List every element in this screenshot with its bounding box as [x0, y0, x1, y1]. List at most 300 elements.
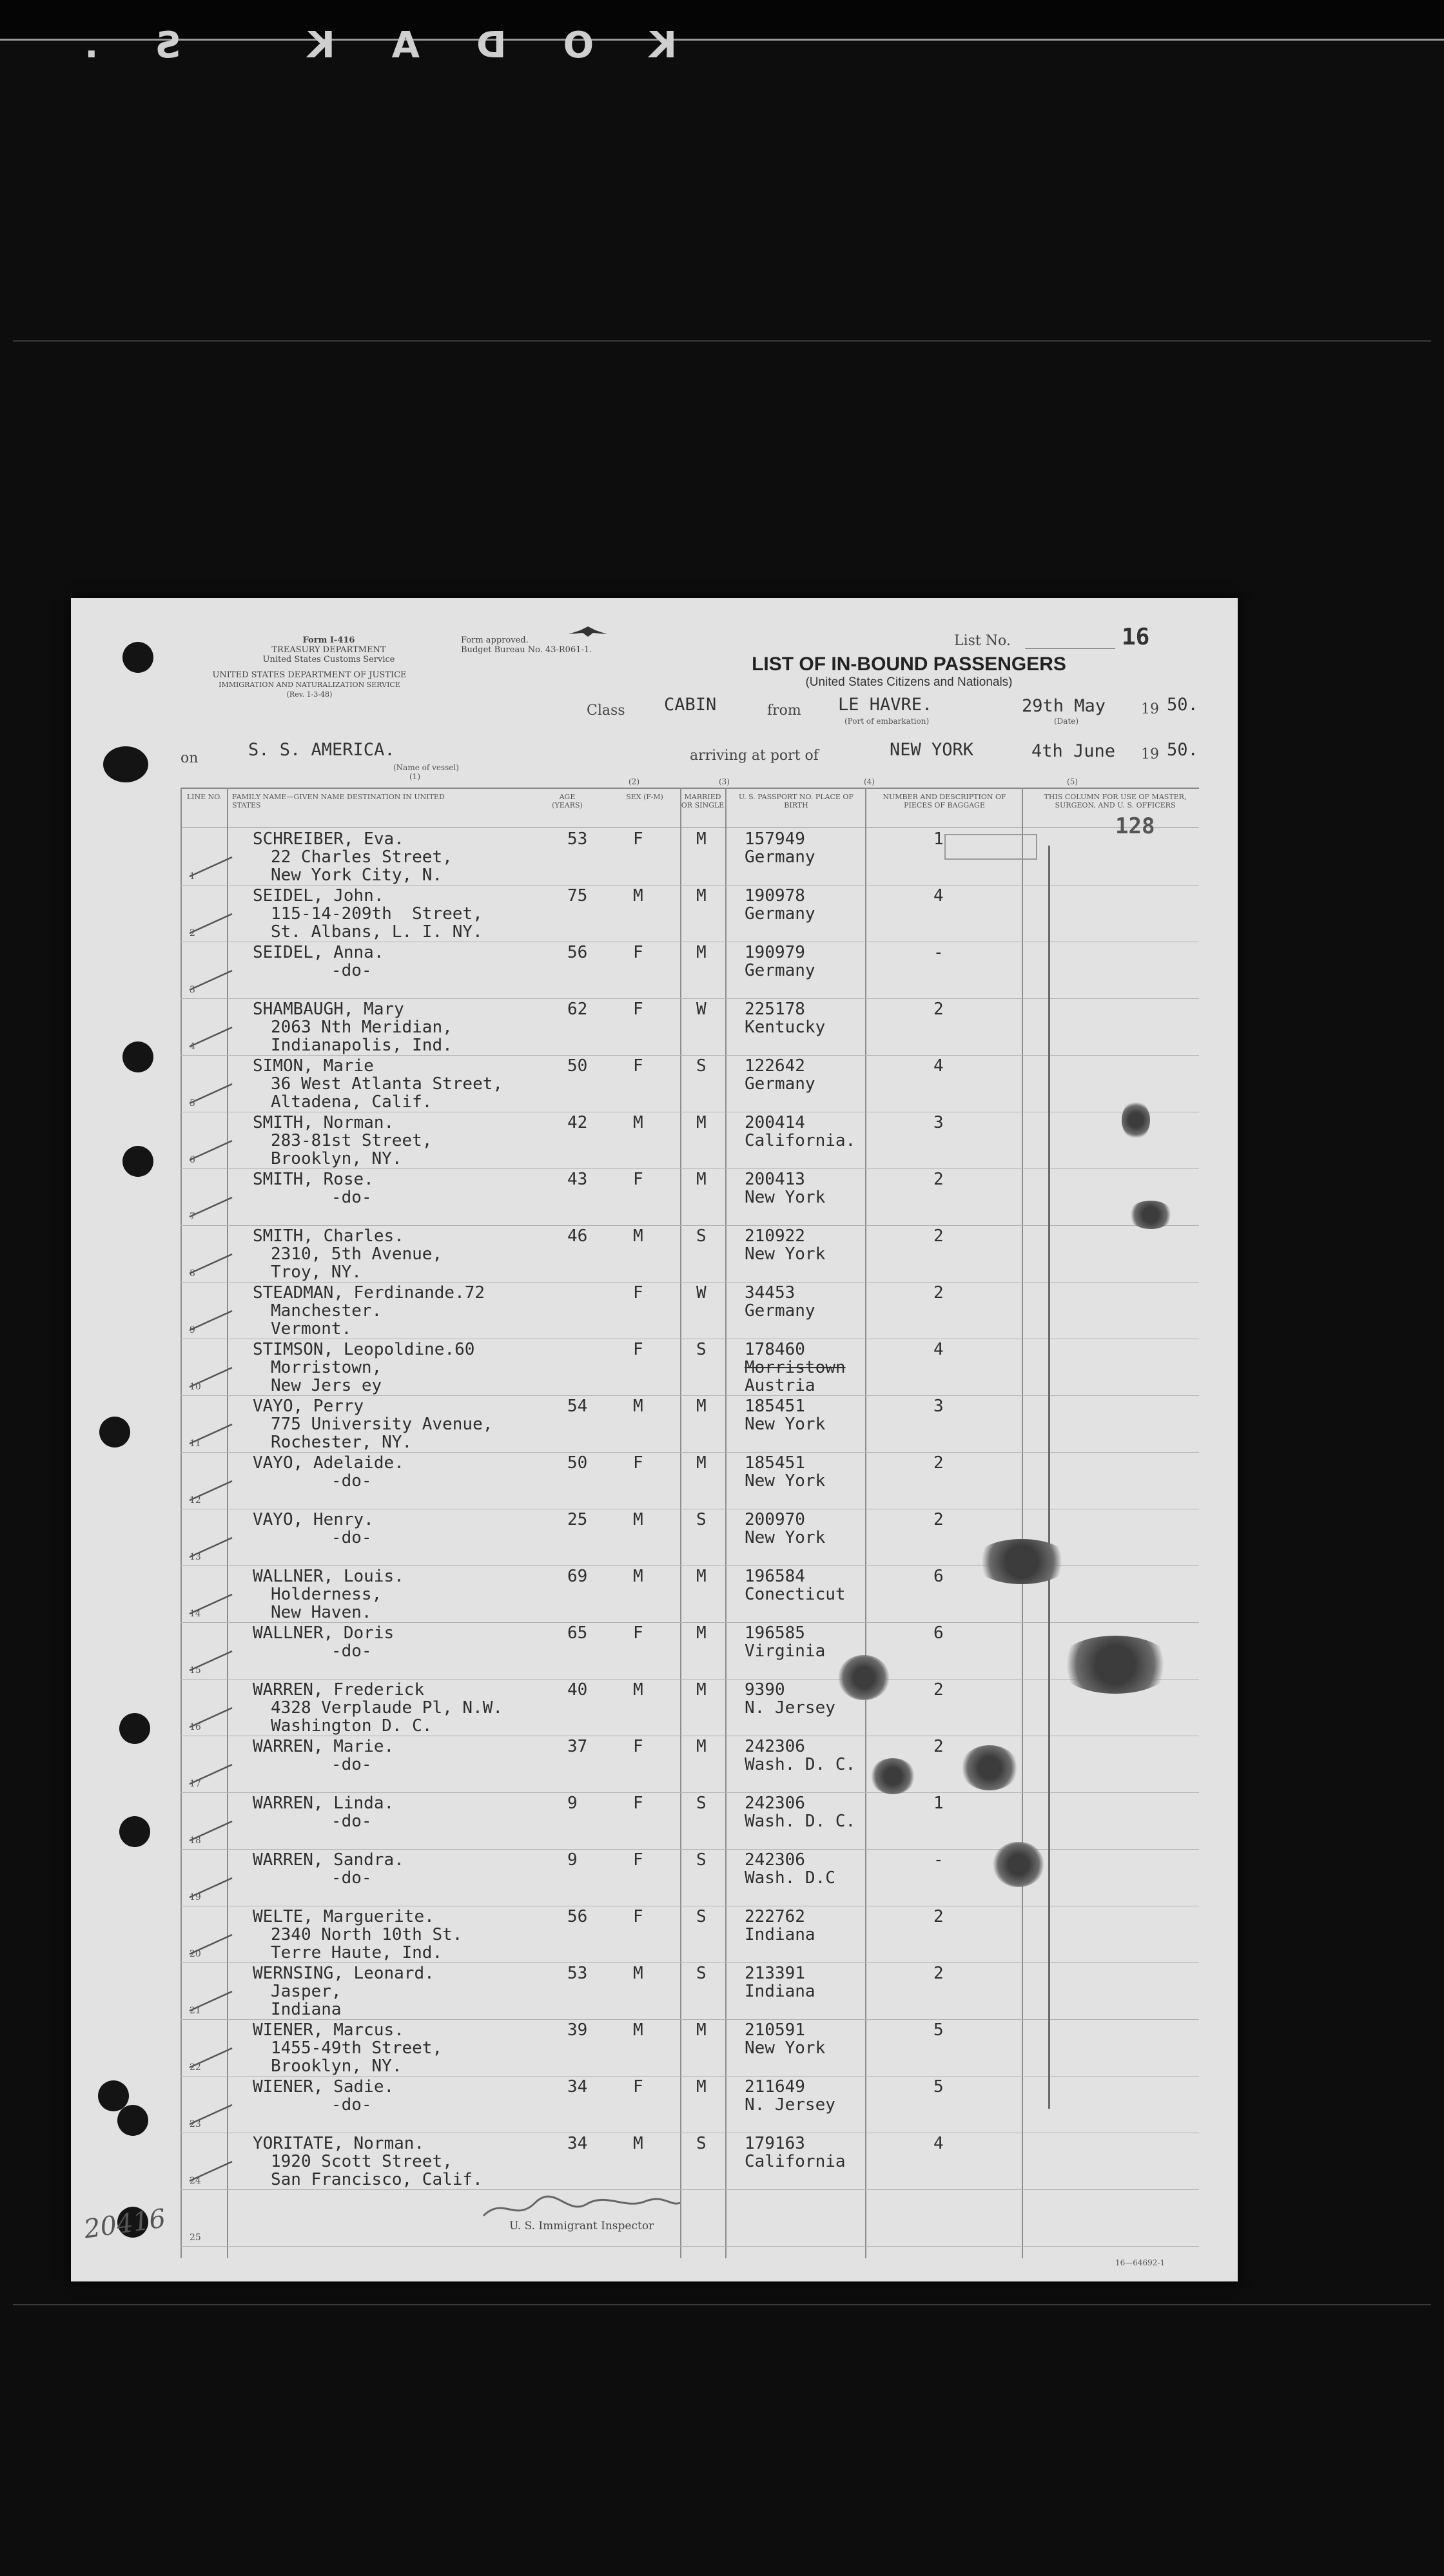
age-cell: 56	[567, 1907, 588, 1926]
smudge-mark	[1057, 1636, 1173, 1694]
age-cell: 53	[567, 829, 588, 849]
destination-line-1: Morristown,	[271, 1358, 382, 1377]
age-cell: 50	[567, 1056, 588, 1076]
passport-number: 210591	[745, 2020, 805, 2040]
destination-line-1: 4328 Verplaude Pl, N.W.	[271, 1698, 503, 1718]
header-age: AGE (YEARS)	[552, 793, 583, 809]
stamp-box	[944, 834, 1037, 860]
punch-hole	[119, 1713, 150, 1744]
justice-dept: UNITED STATES DEPARTMENT OF JUSTICE	[212, 670, 407, 680]
sex-cell: F	[633, 1170, 643, 1189]
check-mark-icon	[187, 1762, 239, 1788]
passport-number: 122642	[745, 1056, 805, 1076]
passport-number: 190979	[745, 943, 805, 962]
place-of-birth: Conecticut	[745, 1585, 846, 1604]
passenger-name: WARREN, Sandra.	[253, 1850, 404, 1870]
baggage-count: 4	[933, 1056, 944, 1076]
destination-line-2: Vermont.	[271, 1319, 352, 1339]
check-mark-icon	[187, 968, 239, 994]
check-mark-icon	[187, 1592, 239, 1618]
passenger-name: YORITATE, Norman.	[253, 2134, 425, 2153]
destination-line-2: Rochester, NY.	[271, 1433, 413, 1452]
table-row	[180, 1226, 1199, 1283]
passenger-name: SCHREIBER, Eva.	[253, 829, 404, 849]
sex-cell: M	[633, 1113, 643, 1132]
passenger-name: SHAMBAUGH, Mary	[253, 1000, 404, 1019]
baggage-count: -	[933, 1850, 944, 1870]
destination-line-1: -do-	[271, 1471, 372, 1491]
destination-line-1: 115-14-209th Street,	[271, 904, 483, 924]
column-5-number: (5)	[1067, 777, 1078, 786]
age-cell: 50	[567, 1453, 588, 1473]
column-4-number: (4)	[864, 777, 875, 786]
smudge-mark	[961, 1745, 1019, 1790]
form-header-left	[232, 635, 425, 664]
check-mark-icon	[187, 1649, 239, 1674]
age-cell: 40	[567, 1680, 588, 1700]
passport-number: 200970	[745, 1510, 805, 1529]
place-of-birth: N. Jersey	[745, 1698, 835, 1718]
date-caption: (Date)	[1054, 717, 1079, 726]
check-mark-icon	[187, 1819, 239, 1845]
passenger-table	[180, 788, 1199, 2258]
place-of-birth: Germany	[745, 961, 815, 980]
passport-number: 178460	[745, 1340, 805, 1359]
passport-number: 196585	[745, 1623, 805, 1643]
departure-year-prefix: 19	[1141, 701, 1159, 717]
sex-cell: F	[633, 1283, 643, 1303]
punch-hole	[122, 1041, 153, 1072]
sex-cell: F	[633, 1056, 643, 1076]
baggage-count: 4	[933, 1340, 944, 1359]
check-mark-icon	[187, 1252, 239, 1277]
form-code: 16—64692-1	[1115, 2258, 1166, 2267]
check-mark-icon	[187, 1989, 239, 2015]
passport-number: 242306	[745, 1737, 805, 1756]
check-mark-icon	[187, 1875, 239, 1901]
line-number: 25	[190, 2232, 201, 2243]
from-label: from	[767, 702, 801, 719]
table-row	[180, 1396, 1199, 1453]
check-mark-icon	[187, 1081, 239, 1107]
place-of-birth: New York	[745, 1471, 826, 1491]
punch-hole	[103, 746, 148, 782]
arrival-year-prefix: 19	[1141, 746, 1159, 762]
age-cell: 56	[567, 943, 588, 962]
passenger-name: STEADMAN, Ferdinande.72	[253, 1283, 485, 1303]
destination-line-2: New Jers ey	[271, 1376, 382, 1395]
smudge-mark	[838, 1655, 890, 1700]
smudge-mark	[993, 1842, 1044, 1887]
line-number: 7	[190, 1212, 195, 1222]
marital-status-cell: M	[696, 2077, 707, 2097]
destination-line-1: 283-81st Street,	[271, 1131, 433, 1150]
table-row	[180, 2077, 1199, 2133]
vessel-caption: (Name of vessel)	[393, 763, 459, 772]
line-number: 8	[190, 1268, 195, 1279]
place-of-birth: Wash. D.C	[745, 1868, 835, 1888]
justice-header	[180, 670, 438, 699]
line-number: 13	[190, 1552, 201, 1562]
marital-status-cell: S	[696, 2134, 707, 2153]
table-row	[180, 886, 1199, 942]
marital-status-cell: M	[696, 886, 707, 905]
header-line-no: LINE NO.	[186, 793, 222, 801]
line-number: 4	[190, 1041, 195, 1052]
age-cell: 43	[567, 1170, 588, 1189]
passport-number: 196584	[745, 1567, 805, 1586]
destination-line-1: -do-	[271, 1188, 372, 1207]
baggage-count: 3	[933, 1113, 944, 1132]
baggage-count: 2	[933, 1737, 944, 1756]
place-of-birth: Wash. D. C.	[745, 1812, 856, 1831]
baggage-count: 6	[933, 1567, 944, 1586]
sex-cell: F	[633, 829, 643, 849]
table-row	[180, 1736, 1199, 1793]
marital-status-cell: M	[696, 943, 707, 962]
table-row	[180, 1906, 1199, 1963]
marital-status-cell: M	[696, 1453, 707, 1473]
check-mark-icon	[187, 1422, 239, 1448]
destination-line-2: San Francisco, Calif.	[271, 2170, 483, 2189]
passport-number: 185451	[745, 1453, 805, 1473]
film-line	[13, 2304, 1431, 2305]
line-number: 16	[190, 1722, 201, 1732]
destination-line-2: Washington D. C.	[271, 1716, 433, 1736]
passenger-name: WELTE, Marguerite.	[253, 1907, 434, 1926]
passenger-name: WIENER, Sadie.	[253, 2077, 395, 2097]
sex-cell: M	[633, 2020, 643, 2040]
column-1-number: (1)	[409, 772, 420, 781]
age-cell: 46	[567, 1226, 588, 1246]
arrival-port: NEW YORK	[890, 740, 974, 760]
marital-status-cell: M	[696, 1737, 707, 1756]
class-label: Class	[587, 702, 625, 719]
age-cell: 53	[567, 1964, 588, 1983]
age-cell: 9	[567, 1850, 578, 1870]
inspector-caption: U. S. Immigrant Inspector	[509, 2220, 654, 2232]
passenger-manifest-page	[71, 598, 1238, 2281]
destination-line-2: St. Albans, L. I. NY.	[271, 922, 483, 942]
treasury-dept: TREASURY DEPARTMENT	[271, 645, 386, 655]
passenger-name: WARREN, Frederick	[253, 1680, 425, 1700]
place-of-birth: Indiana	[745, 1982, 815, 2001]
ins-service: IMMIGRATION AND NATURALIZATION SERVICE	[219, 681, 400, 689]
passenger-name: SEIDEL, Anna.	[253, 943, 384, 962]
port-of-embarkation: LE HAVRE.	[838, 695, 933, 715]
passenger-name: WALLNER, Doris	[253, 1623, 395, 1643]
baggage-count: 2	[933, 1907, 944, 1926]
passenger-name: WARREN, Marie.	[253, 1737, 395, 1756]
place-of-birth: New York	[745, 1528, 826, 1547]
sex-cell: M	[633, 1397, 643, 1416]
marital-status-cell: M	[696, 1680, 707, 1700]
passenger-name: SMITH, Charles.	[253, 1226, 404, 1246]
sex-cell: F	[633, 1623, 643, 1643]
place-of-birth: New York	[745, 1415, 826, 1434]
baggage-count: 2	[933, 1170, 944, 1189]
line-number: 6	[190, 1155, 195, 1165]
table-row	[180, 1623, 1199, 1680]
table-row	[180, 2190, 1199, 2247]
age-cell: 9	[567, 1794, 578, 1813]
marital-status-cell: M	[696, 829, 707, 849]
destination-line-1: 2310, 5th Avenue,	[271, 1244, 443, 1264]
baggage-count: 2	[933, 1680, 944, 1700]
marital-status-cell: M	[696, 1113, 707, 1132]
line-number: 15	[190, 1665, 201, 1676]
passenger-name: VAYO, Perry	[253, 1397, 364, 1416]
place-of-birth: Wash. D. C.	[745, 1755, 856, 1774]
passenger-name: SMITH, Rose.	[253, 1170, 374, 1189]
destination-line-1: -do-	[271, 2095, 372, 2115]
arriving-label: arriving at port of	[690, 748, 819, 764]
baggage-count: 4	[933, 886, 944, 905]
age-cell: 65	[567, 1623, 588, 1643]
check-mark-icon	[187, 1478, 239, 1504]
age-cell: 37	[567, 1737, 588, 1756]
place-of-birth: California.	[745, 1131, 856, 1150]
smudge-mark	[1122, 1101, 1150, 1139]
header-name: FAMILY NAME—GIVEN NAME DESTINATION IN UNITED STATES	[232, 793, 445, 809]
budget-bureau: Budget Bureau No. 43-R061-1.	[461, 645, 592, 655]
passport-number: 9390	[745, 1680, 785, 1700]
sex-cell: F	[633, 1340, 643, 1359]
baggage-count: 3	[933, 1397, 944, 1416]
marital-status-cell: M	[696, 1170, 707, 1189]
sex-cell: M	[633, 1964, 643, 1983]
baggage-count: 5	[933, 2020, 944, 2040]
customs-service: United States Customs Service	[262, 655, 395, 664]
check-mark-icon	[187, 1535, 239, 1561]
table-row	[180, 1453, 1199, 1509]
line-number: 18	[190, 1835, 201, 1846]
destination-line-2: Brooklyn, NY.	[271, 2057, 402, 2076]
sex-cell: M	[633, 2134, 643, 2153]
line-number: 1	[190, 871, 195, 882]
line-number: 20	[190, 1949, 201, 1959]
film-line	[13, 340, 1431, 342]
place-of-birth: Germany	[745, 904, 815, 924]
departure-date: 29th May	[1022, 696, 1106, 716]
table-row	[180, 1283, 1199, 1339]
destination-line-1: 775 University Avenue,	[271, 1415, 493, 1434]
table-row	[180, 1963, 1199, 2020]
list-no-line	[1025, 624, 1115, 649]
place-of-birth: Germany	[745, 847, 815, 867]
sex-cell: M	[633, 1226, 643, 1246]
marital-status-cell: M	[696, 2020, 707, 2040]
destination-line-1: Holderness,	[271, 1585, 382, 1604]
passport-number: 200413	[745, 1170, 805, 1189]
eagle-emblem-icon	[567, 624, 609, 639]
destination-line-1: -do-	[271, 1812, 372, 1831]
check-mark-icon	[187, 855, 239, 880]
list-no-label: List No.	[954, 633, 1011, 649]
line-number: 5	[190, 1098, 195, 1109]
destination-line-2: Indianapolis, Ind.	[271, 1036, 453, 1055]
destination-line-1: Manchester.	[271, 1301, 382, 1321]
header-officers: THIS COLUMN FOR USE OF MASTER, SURGEON, AND U. S. OFFICERS	[1044, 793, 1187, 809]
check-mark-icon	[187, 2159, 239, 2185]
sex-cell: M	[633, 1510, 643, 1529]
age-cell: 42	[567, 1113, 588, 1132]
marital-status-cell: S	[696, 1794, 707, 1813]
passport-number: 211649	[745, 2077, 805, 2097]
check-mark-icon	[187, 2102, 239, 2128]
table-row	[180, 1680, 1199, 1736]
place-of-birth: Indiana	[745, 1925, 815, 1944]
passport-number: 157949	[745, 829, 805, 849]
destination-line-1: 2063 Nth Meridian,	[271, 1018, 453, 1037]
check-mark-icon	[187, 1932, 239, 1958]
baggage-count: 4	[933, 2134, 944, 2153]
age-cell: 69	[567, 1567, 588, 1586]
check-mark-icon	[187, 1365, 239, 1391]
place-of-birth: Virginia	[745, 1641, 826, 1661]
header-passport: U. S. PASSPORT NO. PLACE OF BIRTH	[738, 793, 854, 809]
film-edge-marking: KODAK S.	[28, 24, 677, 66]
passenger-name: STIMSON, Leopoldine.60	[253, 1340, 475, 1359]
smudge-mark	[870, 1758, 915, 1794]
officer-annotation: 128	[1115, 813, 1155, 839]
destination-line-2: Brooklyn, NY.	[271, 1149, 402, 1168]
table-row	[180, 829, 1199, 886]
marital-status-cell: S	[696, 1056, 707, 1076]
line-number: 11	[190, 1438, 201, 1449]
sex-cell: M	[633, 1680, 643, 1700]
table-top-rule	[180, 788, 1199, 789]
destination-line-1: Jasper,	[271, 1982, 342, 2001]
line-number: 24	[190, 2176, 201, 2186]
marital-status-cell: S	[696, 1340, 707, 1359]
baggage-count: -	[933, 943, 944, 962]
line-number: 9	[190, 1325, 195, 1335]
marital-status-cell: S	[696, 1907, 707, 1926]
destination-line-2: New Haven.	[271, 1603, 372, 1622]
sex-cell: M	[633, 886, 643, 905]
port-caption: (Port of embarkation)	[844, 717, 930, 726]
destination-line-2: New York City, N.	[271, 866, 443, 885]
destination-line-1: -do-	[271, 1641, 372, 1661]
revision: (Rev. 1-3-48)	[286, 690, 333, 699]
marital-status-cell: S	[696, 1226, 707, 1246]
sex-cell: F	[633, 1737, 643, 1756]
destination-line-1: -do-	[271, 961, 372, 980]
punch-hole	[99, 1417, 130, 1448]
baggage-count: 2	[933, 1510, 944, 1529]
destination-line-2: Troy, NY.	[271, 1263, 362, 1282]
baggage-count: 2	[933, 1453, 944, 1473]
vessel-name: S. S. AMERICA.	[248, 740, 395, 760]
check-mark-icon	[187, 2046, 239, 2071]
passenger-name: VAYO, Henry.	[253, 1510, 374, 1529]
marital-status-cell: M	[696, 1623, 707, 1643]
passport-number: 179163	[745, 2134, 805, 2153]
passport-number: 190978	[745, 886, 805, 905]
age-cell: 75	[567, 886, 588, 905]
passport-number: 213391	[745, 1964, 805, 1983]
passport-number: 210922	[745, 1226, 805, 1246]
table-row	[180, 1056, 1199, 1112]
punch-hole	[117, 2105, 148, 2136]
approval-note	[461, 635, 654, 655]
column-3-number: (3)	[719, 777, 730, 786]
line-number: 23	[190, 2119, 201, 2129]
punch-hole	[119, 1816, 150, 1847]
place-of-birth-2: Austria	[745, 1376, 815, 1395]
class-value: CABIN	[664, 695, 717, 715]
table-row	[180, 942, 1199, 999]
line-number: 3	[190, 985, 195, 995]
row-rule	[180, 2246, 1199, 2247]
destination-line-1: -do-	[271, 1755, 372, 1774]
form-number: Form I-416	[302, 635, 355, 645]
place-of-birth: Germany	[745, 1301, 815, 1321]
check-mark-icon	[187, 911, 239, 937]
marital-status-cell: S	[696, 1964, 707, 1983]
baggage-count: 2	[933, 1226, 944, 1246]
column-2-number: (2)	[629, 777, 639, 786]
line-number: 19	[190, 1892, 201, 1903]
line-number: 10	[190, 1382, 201, 1392]
passport-number: 185451	[745, 1397, 805, 1416]
baggage-count: 6	[933, 1623, 944, 1643]
destination-line-2: Terre Haute, Ind.	[271, 1943, 443, 1962]
age-cell: 34	[567, 2134, 588, 2153]
film-edge	[0, 0, 1444, 66]
passenger-name: WERNSING, Leonard.	[253, 1964, 434, 1983]
age-cell: 39	[567, 2020, 588, 2040]
list-number: 16	[1122, 624, 1150, 650]
place-of-birth: California	[745, 2152, 846, 2171]
punch-hole	[122, 1146, 153, 1177]
sex-cell: F	[633, 1907, 643, 1926]
passport-number: 225178	[745, 1000, 805, 1019]
table-row	[180, 1850, 1199, 1906]
manifest-title: LIST OF IN-BOUND PASSENGERS	[752, 654, 1066, 675]
destination-line-1: 1920 Scott Street,	[271, 2152, 453, 2171]
marital-status-cell: M	[696, 1567, 707, 1586]
line-number: 2	[190, 928, 195, 938]
check-mark-icon	[187, 1195, 239, 1221]
place-of-birth: New York	[745, 2039, 826, 2058]
margin-note: 20416	[82, 2203, 168, 2245]
baggage-count: 1	[933, 1794, 944, 1813]
check-mark-icon	[187, 1308, 239, 1334]
marital-status-cell: W	[696, 1283, 707, 1303]
age-cell: 62	[567, 1000, 588, 1019]
table-row	[180, 2020, 1199, 2077]
age-cell: 25	[567, 1510, 588, 1529]
place-of-birth: Kentucky	[745, 1018, 826, 1037]
place-of-birth: Germany	[745, 1074, 815, 1094]
smudge-mark	[1128, 1201, 1173, 1229]
place-of-birth: N. Jersey	[745, 2095, 835, 2115]
baggage-count: 2	[933, 1964, 944, 1983]
table-row	[180, 1339, 1199, 1396]
passport-number: 242306	[745, 1794, 805, 1813]
destination-line-1: 2340 North 10th St.	[271, 1925, 463, 1944]
passenger-name: WIENER, Marcus.	[253, 2020, 404, 2040]
destination-line-2: Altadena, Calif.	[271, 1092, 433, 1112]
baggage-count: 2	[933, 1000, 944, 1019]
destination-line-1: 36 West Atlanta Street,	[271, 1074, 503, 1094]
on-label: on	[180, 750, 199, 766]
sex-cell: F	[633, 2077, 643, 2097]
place-of-birth: New York	[745, 1188, 826, 1207]
header-baggage: NUMBER AND DESCRIPTION OF PIECES OF BAGGAGE	[883, 793, 1006, 809]
